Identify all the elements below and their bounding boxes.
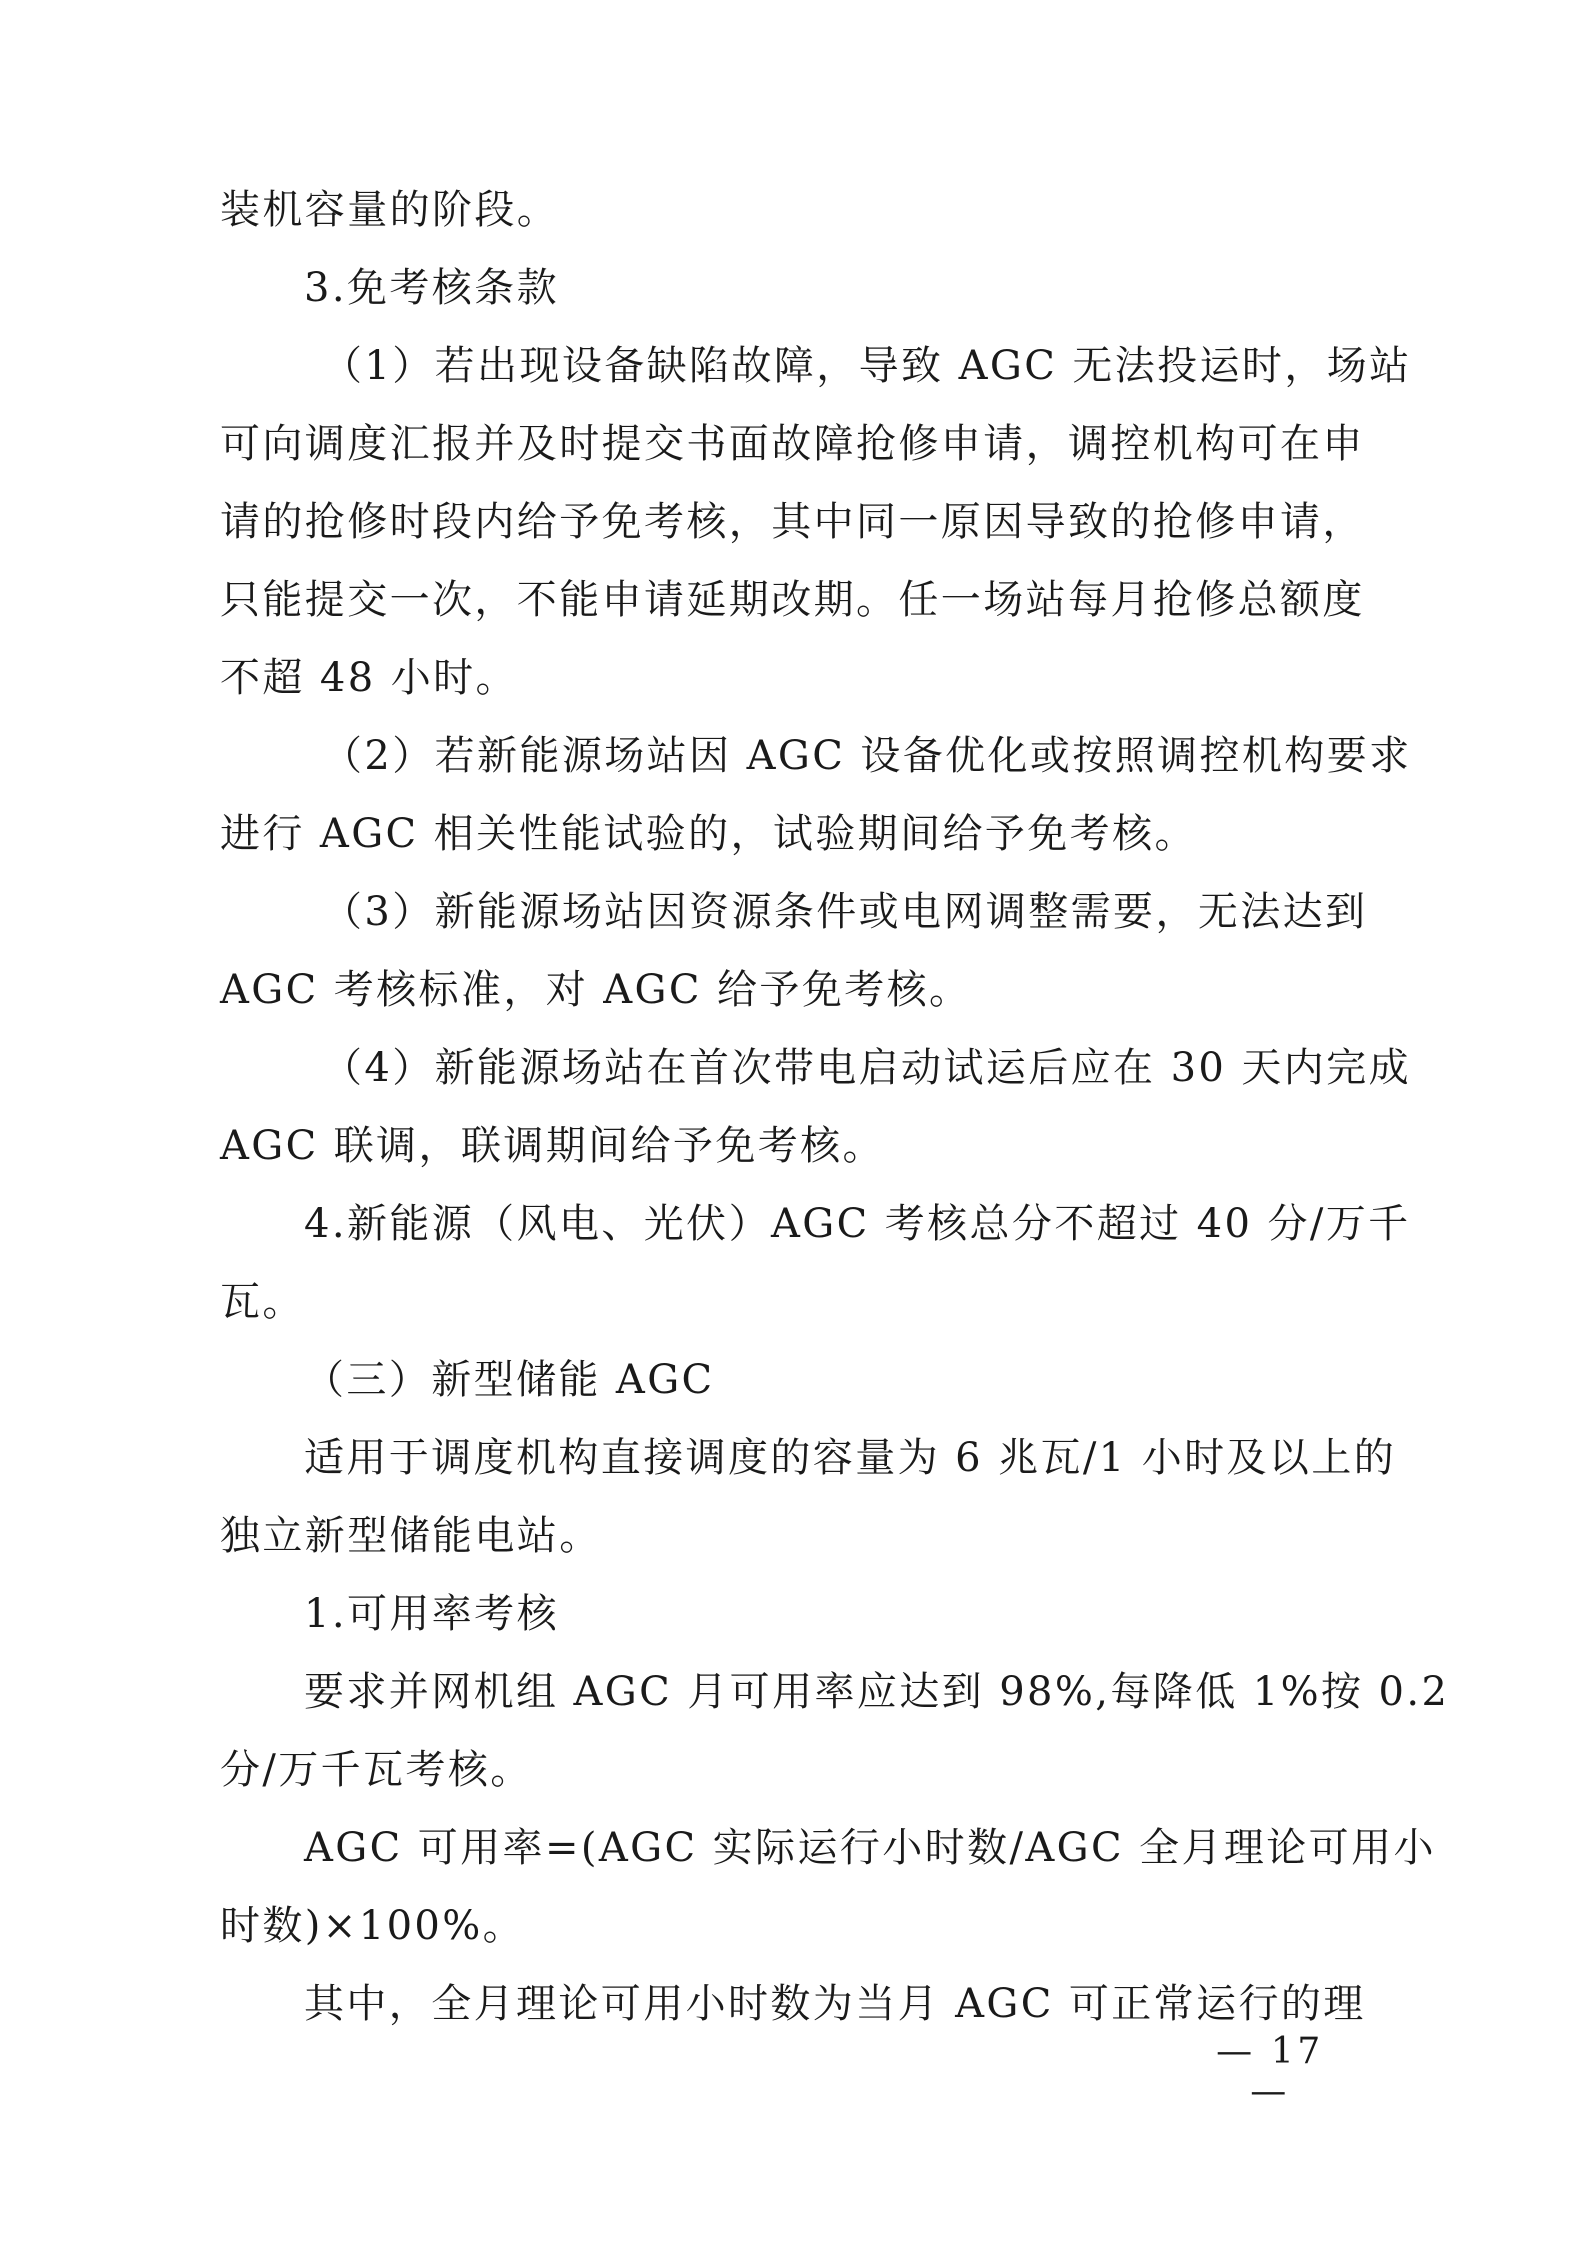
text-line: 其中，全月理论可用小时数为当月 AGC 可正常运行的理 — [304, 1981, 1366, 2027]
formula-line: AGC 可用率=(AGC 实际运行小时数/AGC 全月理论可用小 — [304, 1825, 1436, 1871]
text-line: 要求并网机组 AGC 月可用率应达到 98%,每降低 1%按 0.2 — [304, 1669, 1450, 1715]
text-line: 4.新能源（风电、光伏）AGC 考核总分不超过 40 分/万千 — [304, 1201, 1411, 1247]
document-body — [220, 187, 1450, 2062]
text-line: 进行 AGC 相关性能试验的，试验期间给予免考核。 — [220, 811, 1197, 857]
text-line: 只能提交一次，不能申请延期改期。任一场站每月抢修总额度 — [220, 577, 1365, 623]
text-line: （2）若新能源场站因 AGC 设备优化或按照调控机构要求 — [322, 733, 1412, 779]
text-line: 装机容量的阶段。 — [220, 187, 560, 233]
text-line: （1）若出现设备缺陷故障，导致 AGC 无法投运时，场站 — [322, 343, 1412, 389]
section-heading: （三）新型储能 AGC — [304, 1357, 715, 1403]
text-line: 适用于调度机构直接调度的容量为 6 兆瓦/1 小时及以上的 — [304, 1435, 1397, 1481]
text-line: AGC 联调，联调期间给予免考核。 — [220, 1123, 885, 1169]
text-line: 分/万千瓦考核。 — [220, 1747, 533, 1793]
text-line: （3）新能源场站因资源条件或电网调整需要，无法达到 — [322, 889, 1368, 935]
text-line: AGC 考核标准，对 AGC 给予免考核。 — [220, 967, 972, 1013]
page-number: — 17 — — [1216, 2031, 1324, 2112]
section-heading: 1.可用率考核 — [304, 1591, 559, 1637]
text-line: （4）新能源场站在首次带电启动试运后应在 30 天内完成 — [322, 1045, 1411, 1091]
text-line: 请的抢修时段内给予免考核，其中同一原因导致的抢修申请， — [220, 499, 1365, 545]
text-line: 可向调度汇报并及时提交书面故障抢修申请，调控机构可在申 — [220, 421, 1365, 467]
text-line: 瓦。 — [220, 1279, 305, 1325]
text-line: 独立新型储能电站。 — [220, 1513, 602, 1559]
formula-line: 时数)×100%。 — [220, 1903, 526, 1949]
section-heading: 3.免考核条款 — [304, 265, 559, 311]
text-line: 不超 48 小时。 — [220, 655, 518, 701]
